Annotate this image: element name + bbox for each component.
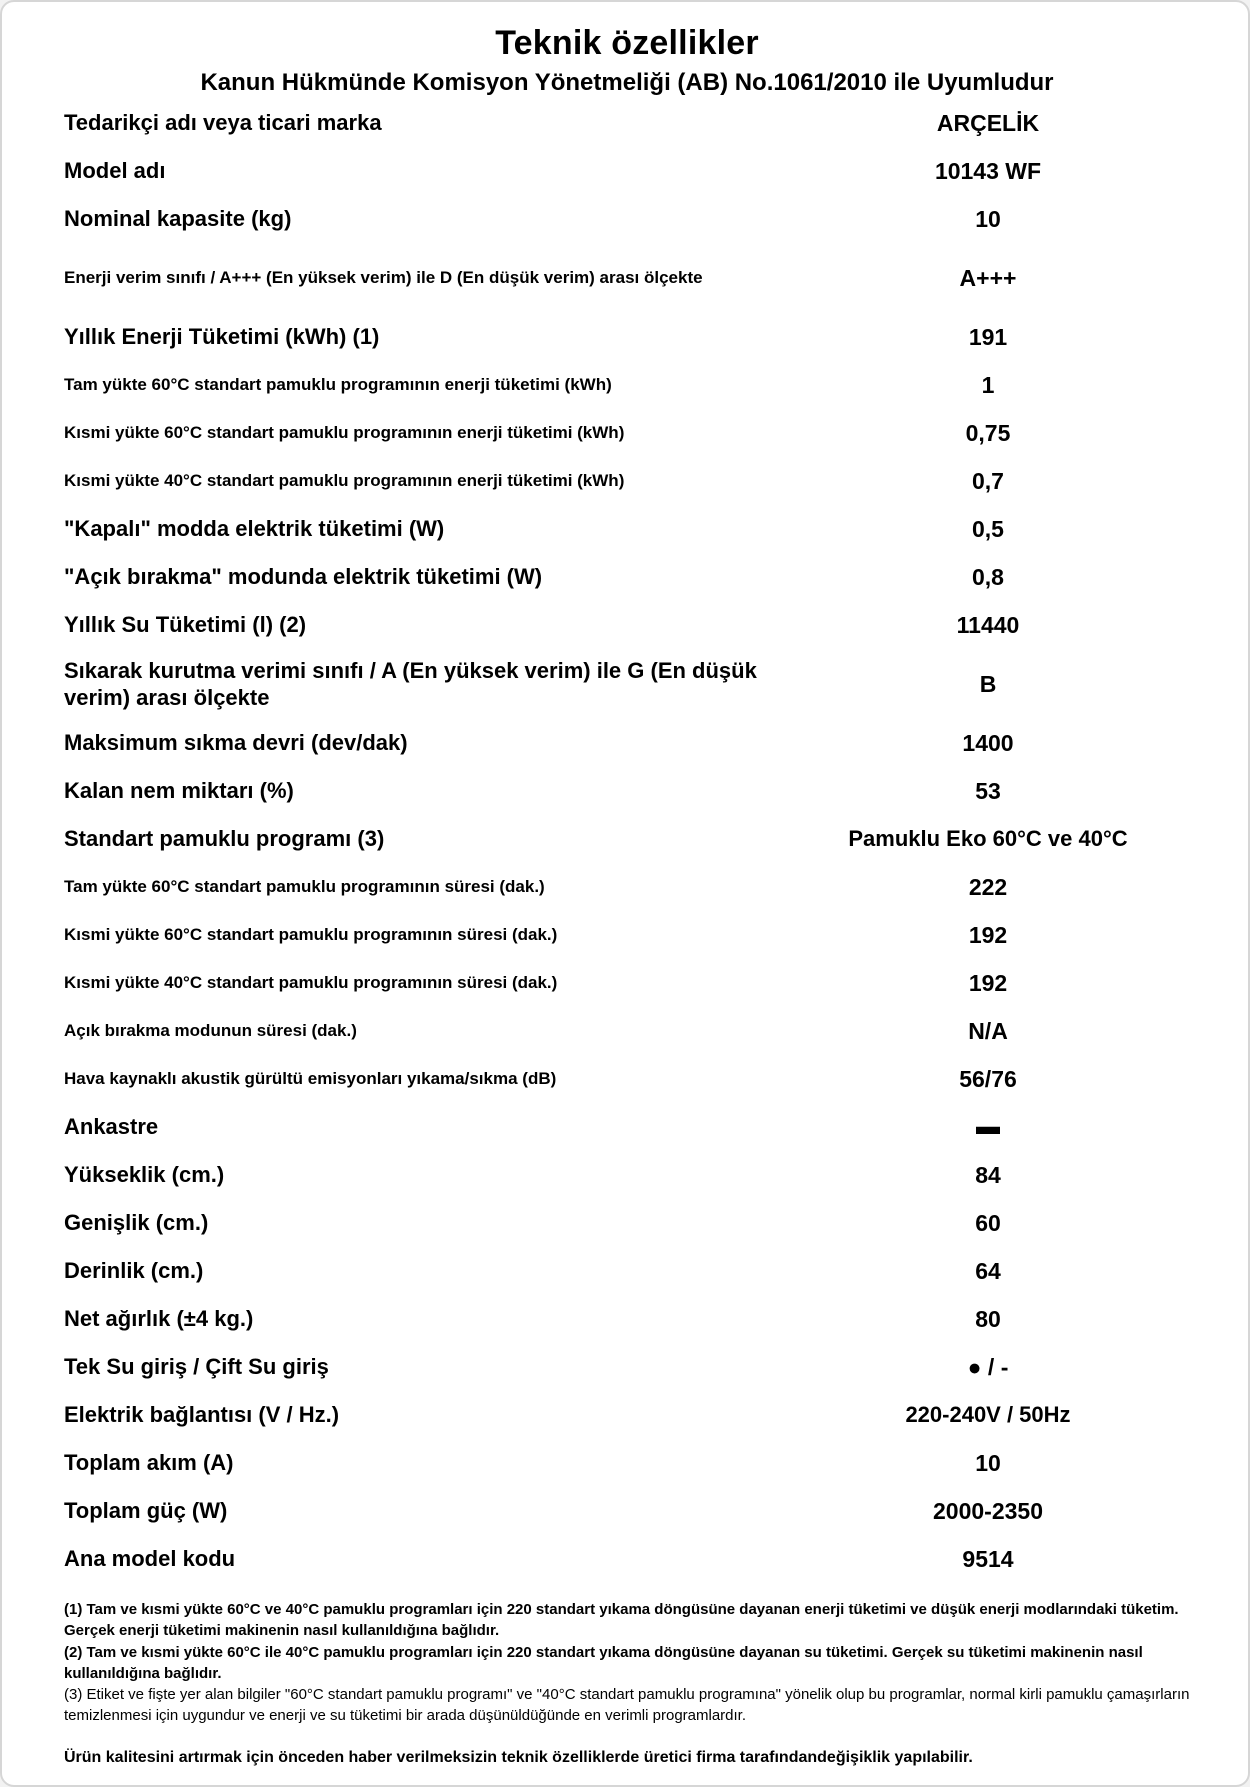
model-name-label: Model adı: [64, 158, 166, 184]
row-standard-program: [64, 815, 1190, 863]
total-current-value: 10: [975, 1449, 1001, 1476]
row-remaining-moisture: [64, 767, 1190, 815]
nominal-capacity-value: 10: [975, 205, 1001, 232]
water-inlet-value: ● / -: [967, 1353, 1009, 1380]
depth-value: 64: [975, 1257, 1001, 1284]
energy-class-label: Enerji verim sınıfı / A+++ (En yüksek verim) ile D (En düşük verim) arası ölçekte: [64, 268, 703, 288]
duration-full-60-value: 222: [968, 873, 1008, 900]
left-on-duration-label: Açık bırakma modunun süresi (dak.): [64, 1021, 357, 1041]
spec-table: [64, 99, 1190, 1583]
row-depth: [64, 1247, 1190, 1295]
remaining-moisture-value: 53: [975, 777, 1001, 804]
page-title: Teknik özellikler: [495, 24, 759, 62]
row-energy-class: [64, 243, 1190, 313]
row-spin-class: [64, 649, 1190, 719]
duration-partial-60-label: Kısmi yükte 60°C standart pamuklu programının süresi (dak.): [64, 925, 558, 945]
footnote-3: (3) Etiket ve fişte yer alan bilgiler "60°C standart pamuklu programı" ve "40°C standart pamuklu programına" yönelik olup bu programlar, normal kirli pamuklu çamaşırların temizlenmesi için uygundur ve enerji ve su tüketimi bir arada düşünüldüğünde en verimli programlardır.: [64, 1686, 1190, 1725]
supplier-brand-value: ARÇELİK: [936, 109, 1040, 136]
energy-partial-40-label: Kısmi yükte 40°C standart pamuklu programının enerji tüketimi (kWh): [64, 471, 625, 491]
row-duration-full-60: [64, 863, 1190, 911]
annual-water-label: Yıllık Su Tüketimi (l) (2): [64, 612, 307, 638]
row-max-spin-speed: [64, 719, 1190, 767]
duration-partial-60-value: 192: [968, 921, 1008, 948]
left-on-mode-power-label: "Açık bırakma" modunda elektrik tüketimi (W): [64, 564, 543, 590]
row-net-weight: [64, 1295, 1190, 1343]
footnote-1: (1) Tam ve kısmi yükte 60°C ve 40°C pamuklu programları için 220 standart yıkama döngüsüne dayanan enerji tüketimi ve düşük enerji modlarındaki tüketim. Gerçek enerji tüketimi makinenin nasıl kullanıldığına bağlıdır.: [64, 1601, 1179, 1640]
width-value: 60: [975, 1209, 1001, 1236]
footnote-2: (2) Tam ve kısmi yükte 60°C ile 40°C pamuklu programları için 220 standart yıkama döngüsüne dayanan su tüketimi. Gerçek su tüketimi makinenin nasıl kullanıldığına bağlıdır.: [64, 1643, 1143, 1682]
duration-partial-40-label: Kısmi yükte 40°C standart pamuklu programının süresi (dak.): [64, 973, 558, 993]
supplier-brand-label: Tedarikçi adı veya ticari marka: [64, 110, 382, 136]
annual-water-value: 11440: [956, 611, 1020, 638]
total-power-value: 2000-2350: [933, 1497, 1043, 1524]
row-energy-full-60: [64, 361, 1190, 409]
water-inlet-label: Tek Su giriş / Çift Su giriş: [64, 1354, 329, 1380]
electrical-connection-value: 220-240V / 50Hz: [905, 1402, 1071, 1428]
duration-partial-40-value: 192: [968, 969, 1008, 996]
row-left-on-duration: [64, 1007, 1190, 1055]
height-value: 84: [975, 1161, 1001, 1188]
remaining-moisture-label: Kalan nem miktarı (%): [64, 778, 294, 804]
spin-class-value: B: [979, 670, 997, 697]
annual-energy-value: 191: [968, 323, 1008, 350]
row-built-in: [64, 1103, 1190, 1151]
off-mode-power-value: 0,5: [972, 515, 1004, 542]
standard-program-label: Standart pamuklu programı (3): [64, 826, 385, 852]
total-current-label: Toplam akım (A): [64, 1450, 234, 1476]
main-model-code-value: 9514: [962, 1545, 1014, 1572]
energy-full-60-value: 1: [981, 371, 995, 398]
row-energy-partial-60: [64, 409, 1190, 457]
page-subtitle: Kanun Hükmünde Komisyon Yönetmeliği (AB) No.1061/2010 ile Uyumludur: [200, 69, 1054, 96]
energy-partial-40-value: 0,7: [972, 467, 1004, 494]
max-spin-speed-value: 1400: [962, 729, 1014, 756]
row-nominal-capacity: [64, 195, 1190, 243]
electrical-connection-label: Elektrik bağlantısı (V / Hz.): [64, 1402, 340, 1428]
row-height: [64, 1151, 1190, 1199]
row-water-inlet: [64, 1343, 1190, 1391]
annual-energy-label: Yıllık Enerji Tüketimi (kWh) (1): [64, 324, 380, 350]
row-duration-partial-40: [64, 959, 1190, 1007]
row-supplier-brand: [64, 99, 1190, 147]
row-left-on-mode-power: [64, 553, 1190, 601]
row-duration-partial-60: [64, 911, 1190, 959]
row-total-power: [64, 1487, 1190, 1535]
built-in-label: Ankastre: [64, 1114, 159, 1140]
energy-partial-60-value: 0,75: [965, 419, 1011, 446]
energy-full-60-label: Tam yükte 60°C standart pamuklu programının enerji tüketimi (kWh): [64, 375, 612, 395]
noise-emissions-value: 56/76: [959, 1065, 1017, 1092]
height-label: Yükseklik (cm.): [64, 1162, 225, 1188]
main-model-code-label: Ana model kodu: [64, 1546, 236, 1572]
energy-partial-60-label: Kısmi yükte 60°C standart pamuklu programının enerji tüketimi (kWh): [64, 423, 625, 443]
net-weight-label: Net ağırlık (±4 kg.): [64, 1306, 254, 1332]
total-power-label: Toplam güç (W): [64, 1498, 228, 1524]
off-mode-power-label: "Kapalı" modda elektrik tüketimi (W): [64, 516, 445, 542]
footnotes-section: [64, 1599, 1190, 1767]
row-off-mode-power: [64, 505, 1190, 553]
disclaimer-text: Ürün kalitesini artırmak için önceden haber verilmeksizin teknik özelliklerde üretici firma tarafındandeğişiklik yapılabilir.: [64, 1748, 973, 1766]
nominal-capacity-label: Nominal kapasite (kg): [64, 206, 292, 232]
dash-icon: ▬: [976, 1113, 1000, 1140]
row-total-current: [64, 1439, 1190, 1487]
row-noise-emissions: [64, 1055, 1190, 1103]
row-model-name: [64, 147, 1190, 195]
duration-full-60-label: Tam yükte 60°C standart pamuklu programının süresi (dak.): [64, 877, 545, 897]
depth-label: Derinlik (cm.): [64, 1258, 204, 1284]
max-spin-speed-label: Maksimum sıkma devri (dev/dak): [64, 730, 408, 756]
row-main-model-code: [64, 1535, 1190, 1583]
net-weight-value: 80: [975, 1305, 1001, 1332]
row-annual-water: [64, 601, 1190, 649]
energy-class-value: A+++: [959, 264, 1017, 291]
left-on-duration-value: N/A: [968, 1017, 1008, 1044]
model-name-value: 10143 WF: [934, 157, 1042, 184]
noise-emissions-label: Hava kaynaklı akustik gürültü emisyonları yıkama/sıkma (dB): [64, 1069, 557, 1089]
width-label: Genişlik (cm.): [64, 1210, 209, 1236]
row-energy-partial-40: [64, 457, 1190, 505]
standard-program-value: Pamuklu Eko 60°C ve 40°C: [848, 826, 1128, 852]
row-width: [64, 1199, 1190, 1247]
row-annual-energy: [64, 313, 1190, 361]
row-electrical-connection: [64, 1391, 1190, 1439]
spin-class-label: Sıkarak kurutma verimi sınıfı / A (En yüksek verim) ile G (En düşük verim) arası ölçekte: [64, 657, 757, 710]
left-on-mode-power-value: 0,8: [972, 563, 1004, 590]
